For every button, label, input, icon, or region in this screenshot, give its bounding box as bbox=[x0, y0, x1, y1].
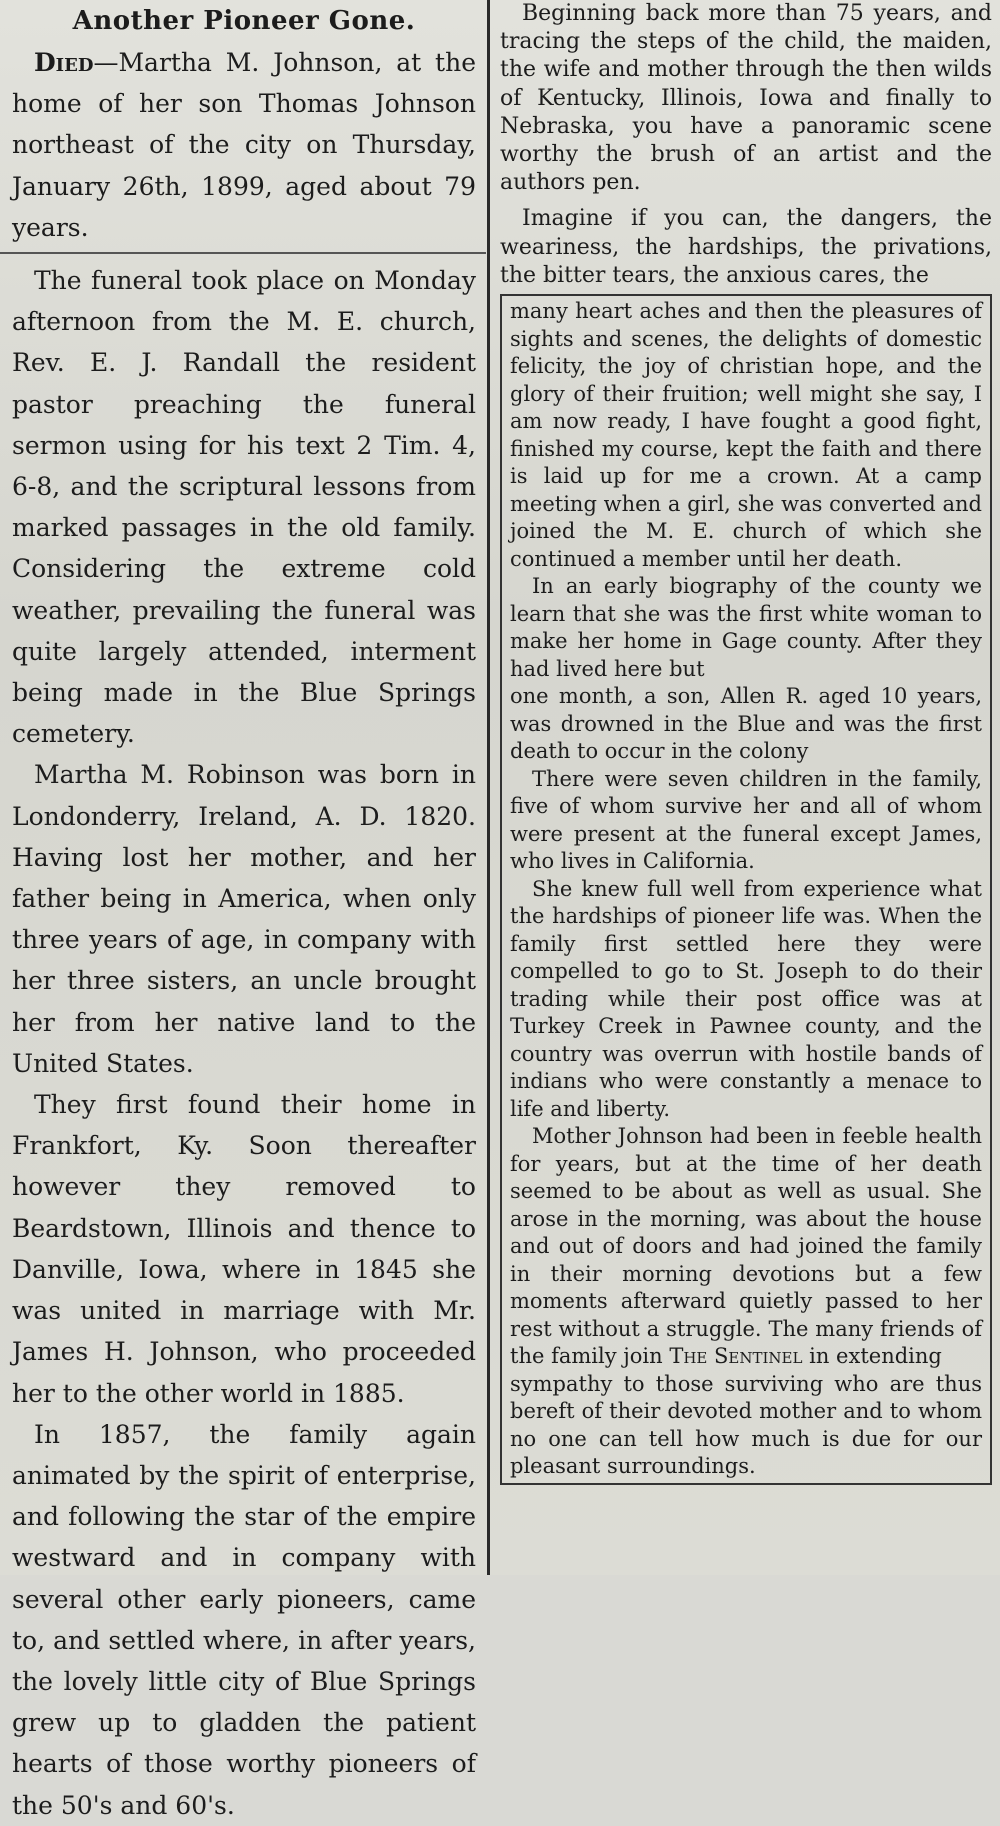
right-column bbox=[492, 0, 1000, 1575]
heartaches-paragraph: many heart aches and then the pleasures of sights and scenes, the delights of domestic felicity, the joy of christian hope, and the glory of their fruition; well might she say, I am now ready, I have fought a good fight, finished my course, kept the faith and there is laid up for me a crown. At a camp meeting when a girl, she was converted and joined the M. E. church of which she continued a member until her death. bbox=[510, 299, 982, 571]
newspaper-name: The Sentinel bbox=[669, 1344, 803, 1369]
children-paragraph: There were seven children in the family, five of whom survive her and all of whom were present at the funeral except James, who lives in California. bbox=[510, 766, 982, 874]
article-headline: Another Pioneer Gone. bbox=[72, 6, 416, 36]
funeral-paragraph: The funeral took place on Monday afternoon from the M. E. church, Rev. E. J. Randall the resident pastor preaching the funeral sermon using for his text 2 Tim. 4, 6-8, and the scriptural lessons from marked passages in the old family. Considering the extreme cold weather, prevailing the funeral was quite largely attended, interment being made in the Blue Springs cemetery. bbox=[12, 266, 476, 749]
birth-paragraph: Martha M. Robinson was born in Londonderry, Ireland, A. D. 1820. Having lost her mother, and her father being in America, when only three years of age, in company with her three sisters, an uncle brought her from her native land to the United States. bbox=[12, 760, 476, 1078]
sympathy-paragraph: sympathy to those surviving who are thus bereft of their devoted mother and to whom no one can tell how much is due for our pleasant surroundings. bbox=[510, 1371, 982, 1479]
early-home-paragraph: They first found their home in Frankfort, Ky. Soon thereafter however they removed to Beardstown, Illinois and thence to Danville, Iowa, where in 1845 she was united in marriage with Mr. James H. Johnson, who proceeded her to the other world in 1885. bbox=[12, 1090, 476, 1408]
final-days-paragraph bbox=[510, 1123, 982, 1371]
section-divider bbox=[0, 252, 486, 254]
continued-text-box bbox=[500, 294, 992, 1485]
left-column bbox=[0, 0, 486, 1820]
son-drowned-paragraph: one month, a son, Allen R. aged 10 years, was drowned in the Blue and was the first death to occur in the colony bbox=[510, 684, 982, 764]
biography-paragraph: In an early biography of the county we learn that she was the first white woman to make her home in Gage county. After they had lived here but bbox=[510, 574, 982, 681]
panorama-paragraph: Beginning back more than 75 years, and tracing the steps of the child, the maiden, the wife and mother through the then wilds of Kentucky, Illinois, Iowa and finally to Nebraska, you have a panoramic scene worthy the brush of an artist and the authors pen. bbox=[500, 1, 992, 196]
imagine-paragraph: Imagine if you can, the dangers, the weariness, the hardships, the privations, the bitter tears, the anxious cares, the bbox=[500, 206, 992, 288]
died-lead: Died bbox=[34, 48, 94, 77]
hardships-paragraph: She knew full well from experience what the hardships of pioneer life was. When the family first settled here they were compelled to go to St. Joseph to do their trading while their post office was at Turkey Creek in Pawnee county, and the country was overrun with hostile bands of indians who were constantly a menace to life and liberty. bbox=[510, 876, 982, 1121]
column-rule bbox=[487, 0, 490, 1575]
final-days-text-end: in extending bbox=[802, 1344, 942, 1369]
death-notice-paragraph bbox=[12, 42, 476, 248]
final-days-text: Mother Johnson had been in feeble health for years, but at the time of her death seemed to be about as well as usual. She arose in the morning, was about the house and out of doors and had joined the family in their morning devotions but a few moments afterward quietly passed to her rest without a struggle. The many friends of the family join bbox=[510, 1124, 982, 1369]
death-notice-text: —Martha M. Johnson, at the home of her son Thomas Johnson northeast of the city on Thursday, January 26th, 1899, aged about 79 years. bbox=[12, 48, 476, 242]
settlement-paragraph: In 1857, the family again animated by the spirit of enterprise, and following the star of the empire westward and in company with several other early pioneers, came to, and settled where, in after years, the lovely little city of Blue Springs grew up to gladden the patient hearts of those worthy pioneers of the 50's and 60's. bbox=[12, 1419, 476, 1820]
